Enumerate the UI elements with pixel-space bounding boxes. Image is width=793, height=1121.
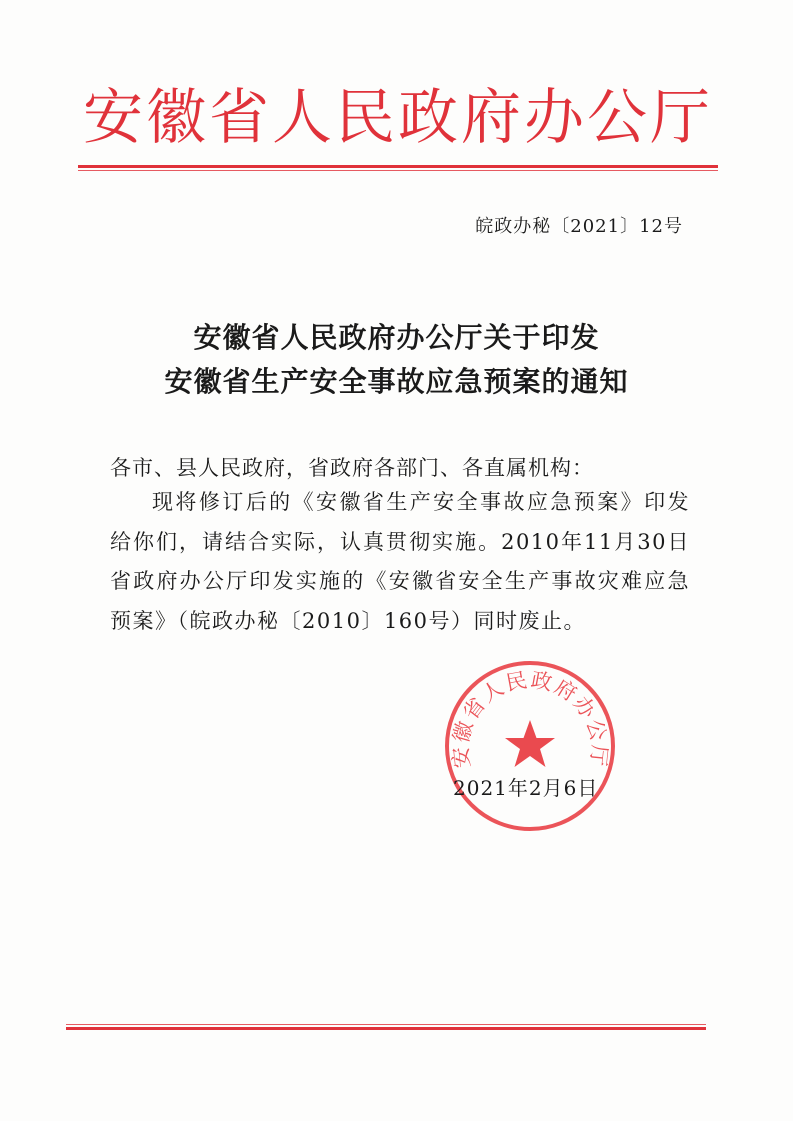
document-title-line-2: 安徽省生产安全事故应急预案的通知 bbox=[164, 365, 629, 398]
letterhead-red-rule bbox=[78, 165, 718, 170]
signature-date: 2021年2月6日 bbox=[453, 776, 599, 800]
document-title-line-1: 安徽省人民政府办公厅关于印发 bbox=[193, 321, 600, 354]
official-seal bbox=[444, 660, 616, 832]
seal-star-icon bbox=[505, 720, 555, 767]
addressee: 各市、县人民政府，省政府各部门、各直属机构： bbox=[110, 456, 594, 480]
body-paragraph: 现将修订后的《安徽省生产安全事故应急预案》印发给你们，请结合实际，认真贯彻实施。2010年11月30日省政府办公厅印发实施的《安徽省安全生产事故灾难应急预案》（皖政办秘〔2010〕160号）同时废止。 bbox=[110, 490, 690, 633]
seal-text: 安徽省人民政府办公厅 bbox=[448, 667, 612, 770]
letterhead-org-name: 安徽省人民政府办公厅 bbox=[83, 83, 713, 153]
document-title bbox=[80, 316, 713, 404]
document-number: 皖政办秘〔2021〕12号 bbox=[475, 216, 683, 237]
footer-red-rule bbox=[66, 1024, 706, 1030]
